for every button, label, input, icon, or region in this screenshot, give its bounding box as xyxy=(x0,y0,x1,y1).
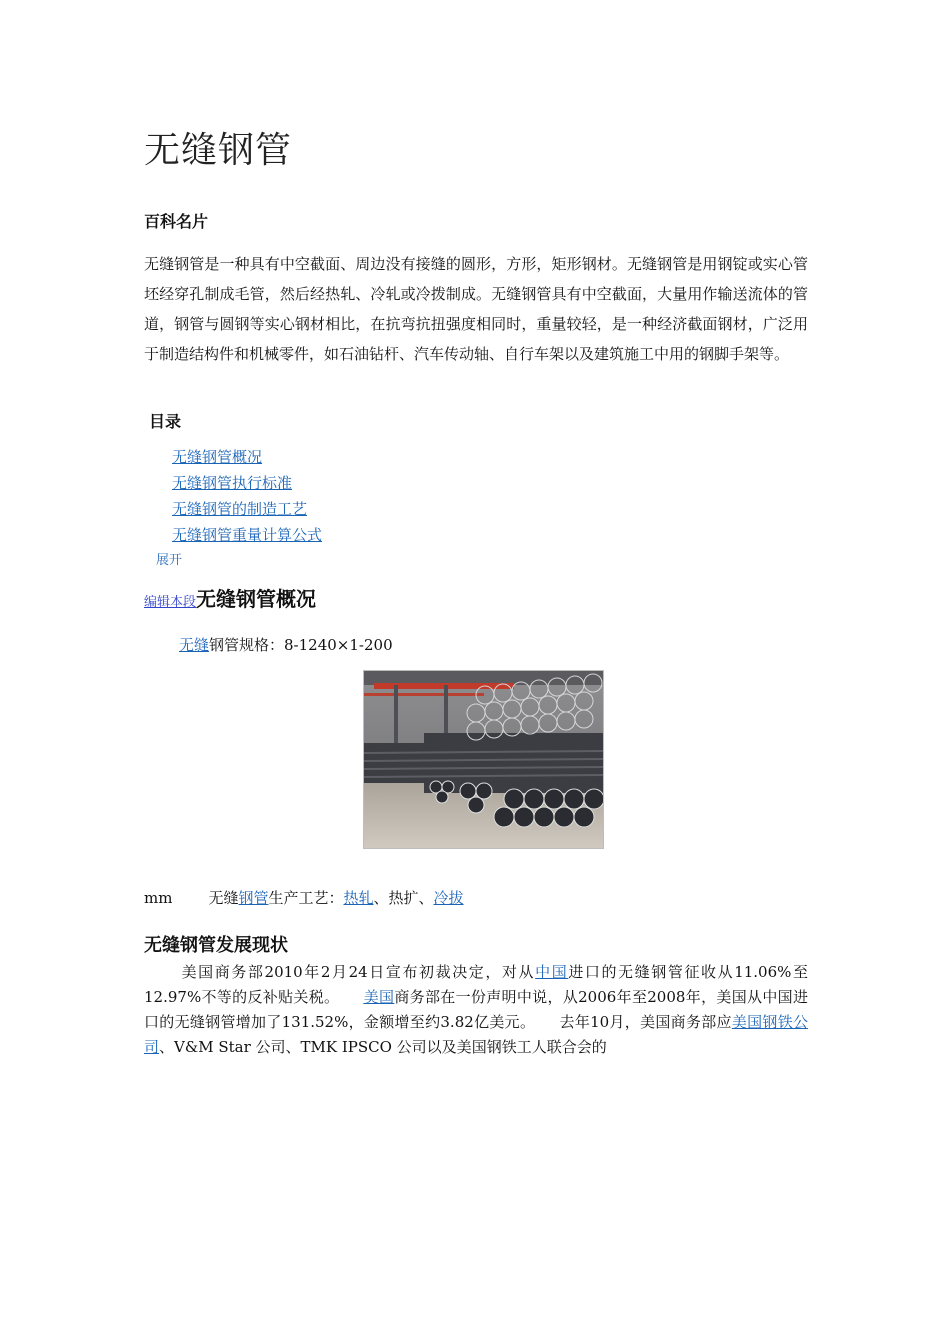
process-sep: 、热扩、 xyxy=(373,889,434,907)
process-prefix: 无缝 xyxy=(208,889,239,907)
page-title: 无缝钢管 xyxy=(144,130,293,171)
section-development-heading: 无缝钢管发展现状 xyxy=(144,935,288,956)
news-text-a: 美国商务部2010年2月24日宣布初裁决定，对从 xyxy=(180,963,536,981)
section-heading: 无缝钢管概况 xyxy=(196,587,317,611)
toc-item xyxy=(172,444,322,470)
toc-item xyxy=(172,522,322,548)
toc-link-weight-formula[interactable]: 无缝钢管重量计算公式 xyxy=(172,526,323,544)
process-line xyxy=(144,887,464,908)
edit-section-link[interactable]: 编辑本段 xyxy=(144,595,197,610)
process-mid: 生产工艺： xyxy=(268,889,344,907)
spec-text: 钢管规格：8-1240×1-200 xyxy=(209,636,393,654)
steel-pipes-photo-icon xyxy=(364,671,603,848)
spec-line xyxy=(179,634,393,655)
section-overview-heading xyxy=(144,583,316,612)
cold-drawn-link[interactable]: 冷拔 xyxy=(433,889,464,907)
unit-text: mm xyxy=(144,889,173,907)
toc-link-manufacturing[interactable]: 无缝钢管的制造工艺 xyxy=(172,500,308,518)
news-text-c: 商务部在一份声明中说，从2006年至2008年，美国从中国进口的无缝钢管增加了131.52%，金额增至约3.82亿美元。 xyxy=(144,988,808,1031)
toc-label: 目录 xyxy=(149,412,182,431)
hot-rolled-link[interactable]: 热轧 xyxy=(343,889,374,907)
table-of-contents xyxy=(172,444,322,548)
toc-link-overview[interactable]: 无缝钢管概况 xyxy=(172,448,263,466)
steel-pipe-link[interactable]: 钢管 xyxy=(238,889,269,907)
encyclopedia-card-label: 百科名片 xyxy=(144,212,209,231)
toc-expand-link[interactable]: 展开 xyxy=(156,553,183,568)
intro-paragraph: 无缝钢管是一种具有中空截面、周边没有接缝的圆形，方形，矩形钢材。无缝钢管是用钢锭或实心管坯经穿孔制成毛管，然后经热轧、冷轧或冷拨制成。无缝钢管具有中空截面，大量用作输送流体的管道，钢管与圆钢等实心钢材相比，在抗弯抗扭强度相同时，重量较轻，是一种经济截面钢材，广泛用于制造结构件和机械零件，如石油钻杆、汽车传动轴、自行车架以及建筑施工中用的钢脚手架等。 xyxy=(144,255,808,363)
toc-link-standards[interactable]: 无缝钢管执行标准 xyxy=(172,474,293,492)
steel-pipes-photo xyxy=(363,670,604,849)
usa-link[interactable]: 美国 xyxy=(363,988,395,1006)
us-steel-link[interactable]: 美国钢铁公司 xyxy=(144,1013,808,1056)
news-text-b: 进口的无缝钢管征收从11.06%至12.97%不等的反补贴关税。 xyxy=(144,963,808,1006)
news-text-d: 去年10月，美国商务部应 xyxy=(559,1013,732,1031)
news-text-e: 、V&M Star 公司、TMK IPSCO 公司以及美国钢铁工人联合会的 xyxy=(159,1038,607,1056)
china-link[interactable]: 中国 xyxy=(535,963,569,981)
seamless-link[interactable]: 无缝 xyxy=(179,636,210,654)
development-paragraph xyxy=(144,960,808,1060)
toc-item xyxy=(172,470,322,496)
toc-item xyxy=(172,496,322,522)
